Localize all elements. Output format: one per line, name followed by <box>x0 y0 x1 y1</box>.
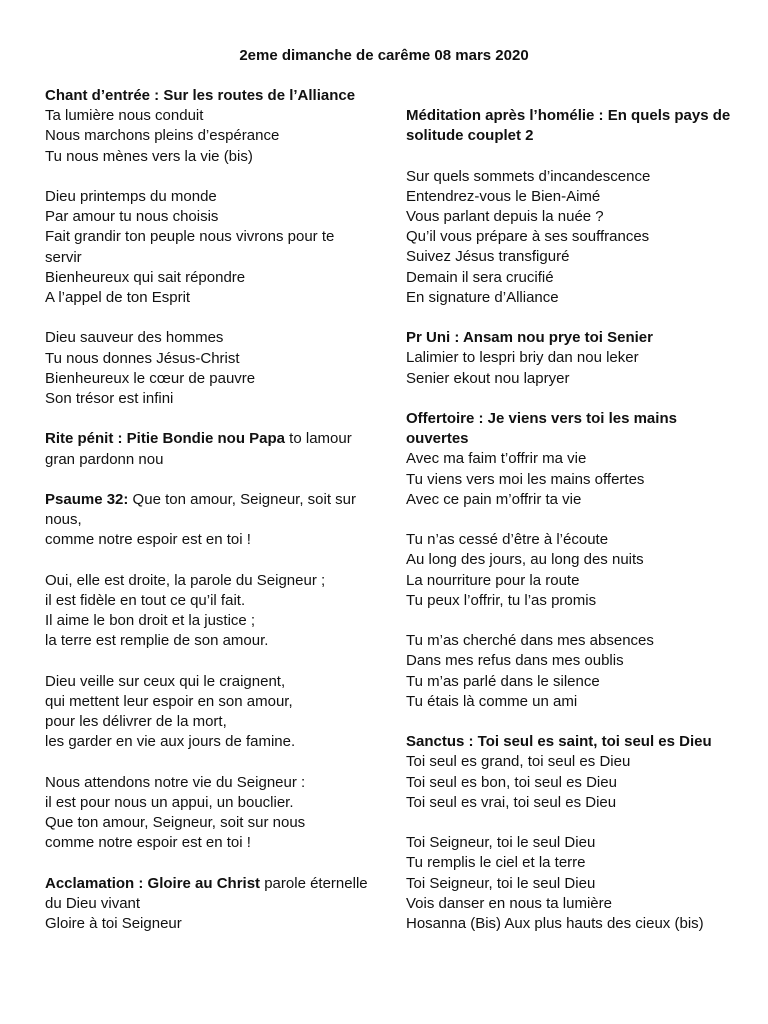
entrance-chant-section <box>45 86 375 409</box>
lyric-line: Qu’il vous prépare à ses souffrances <box>406 228 650 246</box>
lyric-line: Tu nous mènes vers la vie (bis) <box>45 147 253 165</box>
lyric-line: En signature d’Alliance <box>406 288 559 306</box>
psalm-stanza <box>45 672 375 753</box>
penitential-rite-section <box>45 429 375 469</box>
lyric-line: il est fidèle en tout ce qu’il fait. <box>45 592 246 609</box>
lyric-line: Nous attendons notre vie du Seigneur : <box>45 773 306 791</box>
entrance-stanza <box>45 328 375 409</box>
lyric-line: Demain il sera crucifié <box>406 268 554 286</box>
lyric-line: Dieu sauveur des hommes <box>45 329 224 347</box>
lyric-line: Dieu printemps du monde <box>45 188 217 205</box>
acclamation-section <box>45 874 375 935</box>
lyric-line: les garder en vie aux jours de famine. <box>45 733 296 751</box>
lyric-line: il est pour nous un appui, un bouclier. <box>45 794 294 811</box>
universal-prayer-heading: Pr Uni : Ansam nou prye toi Senier <box>406 329 653 347</box>
lyric-line: pour les délivrer de la mort, <box>45 713 227 731</box>
lyric-line: Vous parlant depuis la nuée ? <box>406 208 604 225</box>
lyric-line: Tu peux l’offrir, tu l’as promis <box>406 591 597 609</box>
offertory-stanza <box>406 449 736 510</box>
lyric-line: Toi Seigneur, toi le seul Dieu <box>406 874 596 892</box>
lyric-line: Son trésor est infini <box>45 390 174 408</box>
lyric-line: Tu remplis le ciel et la terre <box>406 854 586 872</box>
lyric-line: La nourriture pour la route <box>406 571 580 589</box>
sanctus-heading: Sanctus : Toi seul es saint, toi seul es Dieu <box>406 733 712 751</box>
lyric-line: Sur quels sommets d’incandescence <box>406 167 651 185</box>
acclamation-text: parole éternelle du Dieu vivant <box>45 874 368 912</box>
lyric-line: Lalimier to lespri briy dan nou leker <box>406 349 639 367</box>
lyric-line: Avec ma faim t’offrir ma vie <box>406 450 587 468</box>
lyric-line: Avec ce pain m’offrir ta vie <box>406 490 582 508</box>
lyric-line: Ta lumière nous conduit <box>45 107 204 125</box>
lyric-line: Toi Seigneur, toi le seul Dieu <box>406 834 596 852</box>
lyric-line: Toi seul es bon, toi seul es Dieu <box>406 773 617 791</box>
lyric-line: comme notre espoir est en toi ! <box>45 834 251 852</box>
lyric-line: Tu m’as cherché dans mes absences <box>406 632 654 650</box>
lyric-line: Entendrez-vous le Bien-Aimé <box>406 187 601 205</box>
sanctus-stanza <box>406 752 736 813</box>
meditation-stanza <box>406 167 736 308</box>
lyric-line: Nous marchons pleins d’espérance <box>45 127 280 145</box>
lyric-line: Tu nous donnes Jésus-Christ <box>45 349 240 367</box>
entrance-stanza <box>45 187 375 308</box>
lyric-line: Bienheureux qui sait répondre <box>45 268 246 286</box>
psalm-stanza <box>45 571 375 652</box>
psalm-refrain-line: comme notre espoir est en toi ! <box>45 531 251 549</box>
sanctus-stanza <box>406 833 736 934</box>
offertory-stanza <box>406 631 736 712</box>
lyric-line: la terre est remplie de son amour. <box>45 632 269 650</box>
offertory-section <box>406 409 736 712</box>
lyric-line: Au long des jours, au long des nuits <box>406 551 644 569</box>
lyric-line: Dans mes refus dans mes oublis <box>406 652 624 670</box>
offertory-stanza <box>406 530 736 611</box>
lyric-line: Bienheureux le cœur de pauvre <box>45 369 256 387</box>
psalm-section <box>45 490 375 854</box>
lyric-line: Vois danser en nous ta lumière <box>406 894 612 912</box>
lyric-line: Par amour tu nous choisis <box>45 208 219 226</box>
right-column <box>406 106 736 954</box>
penitential-rite-text: to lamour gran pardonn nou <box>45 430 352 468</box>
penitential-rite-heading: Rite pénit : Pitie Bondie nou Papa <box>45 430 286 448</box>
lyric-line: Suivez Jésus transfiguré <box>406 248 570 266</box>
lyric-line: A l’appel de ton Esprit <box>45 289 191 307</box>
lyric-line: Fait grandir ton peuple nous vivrons pour te servir <box>45 228 339 266</box>
lyric-line: qui mettent leur espoir en son amour, <box>45 693 293 710</box>
lyric-line: Hosanna (Bis) Aux plus hauts des cieux (bis) <box>406 915 704 933</box>
lyric-line: Oui, elle est droite, la parole du Seigneur ; <box>45 571 326 589</box>
sanctus-section <box>406 732 736 934</box>
entrance-chant-heading: Chant d’entrée : Sur les routes de l’Alliance <box>45 87 356 104</box>
psalm-stanza <box>45 773 375 854</box>
lyric-line: Tu n’as cessé d’être à l’écoute <box>406 531 609 549</box>
lyric-line: Tu viens vers moi les mains offertes <box>406 470 645 488</box>
lyric-line: Tu m’as parlé dans le silence <box>406 672 600 690</box>
lyric-line: Dieu veille sur ceux qui le craignent, <box>45 672 286 690</box>
left-column <box>45 86 375 955</box>
universal-prayer-section <box>406 328 736 389</box>
meditation-section <box>406 106 736 308</box>
acclamation-heading: Acclamation : Gloire au Christ <box>45 874 261 892</box>
lyric-line: Senier ekout nou lapryer <box>406 369 570 387</box>
psalm-refrain: Que ton amour, Seigneur, soit sur nous, <box>45 491 357 529</box>
acclamation-line: Gloire à toi Seigneur <box>45 915 182 933</box>
lyric-line: Tu étais là comme un ami <box>406 692 578 710</box>
lyric-line: Toi seul es grand, toi seul es Dieu <box>406 753 631 771</box>
offertory-heading: Offertoire : Je viens vers toi les mains ouvertes <box>406 410 677 448</box>
page-title: 2eme dimanche de carême 08 mars 2020 <box>239 47 529 64</box>
lyric-line: Toi seul es vrai, toi seul es Dieu <box>406 793 617 811</box>
meditation-heading: Méditation après l’homélie : En quels pays de solitude couplet 2 <box>406 107 731 145</box>
lyric-line: Que ton amour, Seigneur, soit sur nous <box>45 814 306 832</box>
psalm-heading: Psaume 32: <box>45 491 129 508</box>
lyric-line: Il aime le bon droit et la justice ; <box>45 612 256 630</box>
entrance-stanza <box>45 106 375 167</box>
